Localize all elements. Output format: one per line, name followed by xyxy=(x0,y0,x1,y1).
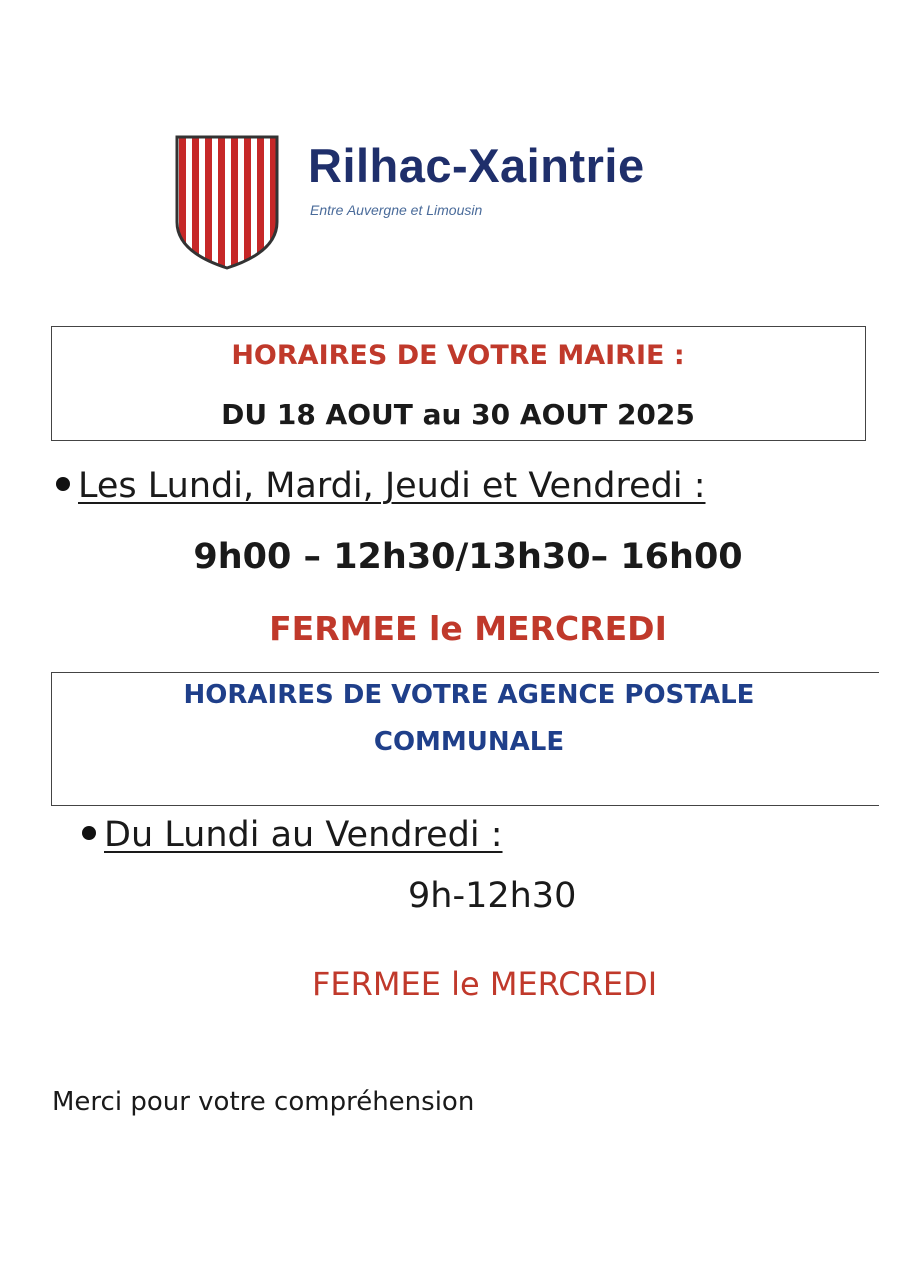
mairie-title: HORAIRES DE VOTRE MAIRIE : xyxy=(231,340,685,371)
agence-postale-hours: 9h-12h30 xyxy=(408,876,577,916)
mairie-hours: 9h00 – 12h30/13h30– 16h00 xyxy=(193,537,743,577)
agence-postale-closed-notice: FERMEE le MERCREDI xyxy=(312,965,658,1003)
mairie-days-item xyxy=(56,466,706,506)
town-name: Rilhac-Xaintrie xyxy=(308,139,645,192)
agence-postale-title-line2: COMMUNALE xyxy=(373,727,565,757)
mairie-closed-notice: FERMEE le MERCREDI xyxy=(269,609,667,648)
thanks-message: Merci pour votre compréhension xyxy=(52,1087,475,1117)
striped-shield-icon xyxy=(172,134,282,270)
bullet-icon xyxy=(56,477,70,491)
bullet-icon xyxy=(82,826,96,840)
agence-postale-days: Du Lundi au Vendredi : xyxy=(104,815,503,855)
mairie-dates: DU 18 AOUT au 30 AOUT 2025 xyxy=(221,398,695,431)
town-tagline: Entre Auvergne et Limousin xyxy=(310,202,483,218)
mairie-days: Les Lundi, Mardi, Jeudi et Vendredi : xyxy=(78,466,706,506)
agence-postale-title-line1: HORAIRES DE VOTRE AGENCE POSTALE xyxy=(183,680,755,710)
agence-postale-days-item xyxy=(82,815,503,855)
